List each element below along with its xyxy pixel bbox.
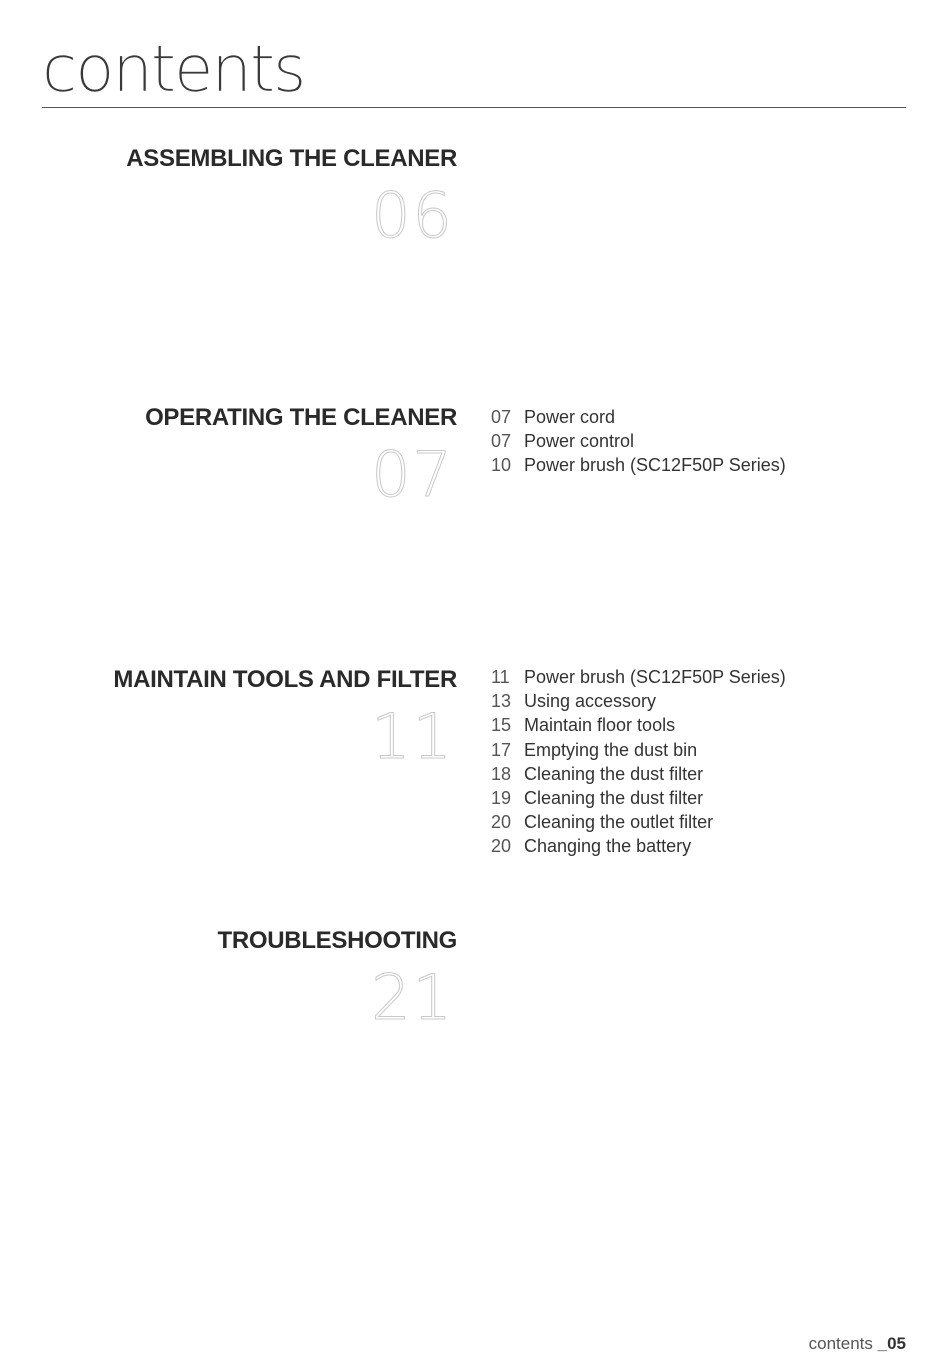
- toc-page-number: 19: [491, 787, 512, 808]
- toc-item[interactable]: [491, 454, 786, 478]
- toc-item[interactable]: [491, 430, 786, 454]
- toc-page-number: 15: [491, 715, 512, 736]
- toc-item-label: Power brush (SC12F50P Series): [524, 667, 786, 687]
- toc-page-number: 20: [491, 836, 512, 857]
- toc-item-label: Power brush (SC12F50P Series): [524, 455, 786, 476]
- toc-item[interactable]: [491, 714, 786, 738]
- toc-list: [491, 406, 786, 479]
- toc-item[interactable]: [491, 787, 786, 811]
- section-number: 21: [371, 961, 454, 1034]
- toc-page-number: 20: [491, 812, 512, 833]
- toc-page-number: 13: [491, 691, 512, 712]
- section-number: 11: [371, 700, 454, 773]
- page-footer: [809, 1334, 906, 1354]
- toc-page-number: 10: [491, 455, 512, 476]
- title-divider: [42, 107, 906, 108]
- toc-item[interactable]: [491, 666, 786, 690]
- toc-item-label: Changing the battery: [524, 836, 692, 857]
- section-heading[interactable]: MAINTAIN TOOLS AND FILTER: [113, 666, 457, 693]
- toc-page-number: 07: [491, 431, 512, 452]
- toc-item-label: Emptying the dust bin: [524, 739, 698, 760]
- section-number: 07: [371, 438, 454, 511]
- toc-item[interactable]: [491, 690, 786, 714]
- footer-page-number: _05: [877, 1334, 906, 1353]
- toc-page-number: 11: [491, 667, 510, 687]
- toc-item-label: Cleaning the dust filter: [524, 787, 704, 808]
- footer-label: contents: [808, 1334, 873, 1353]
- section-heading[interactable]: TROUBLESHOOTING: [217, 927, 457, 954]
- toc-item[interactable]: [491, 406, 786, 430]
- toc-item[interactable]: [491, 835, 786, 859]
- toc-list: [491, 666, 786, 860]
- toc-item-label: Maintain floor tools: [524, 715, 676, 736]
- toc-item-label: Power cord: [524, 407, 616, 427]
- toc-item[interactable]: [491, 763, 786, 787]
- section-number: 06: [371, 179, 454, 252]
- toc-item[interactable]: [491, 739, 786, 763]
- toc-item-label: Cleaning the outlet filter: [524, 812, 714, 833]
- toc-page-number: 18: [491, 763, 512, 784]
- page-title: contents: [42, 33, 305, 107]
- toc-item[interactable]: [491, 811, 786, 835]
- section-heading[interactable]: OPERATING THE CLEANER: [145, 404, 457, 431]
- toc-item-label: Using accessory: [524, 691, 657, 712]
- toc-page-number: 17: [491, 739, 512, 760]
- section-heading[interactable]: ASSEMBLING THE CLEANER: [126, 145, 457, 172]
- toc-page-number: 07: [491, 407, 512, 427]
- toc-item-label: Power control: [524, 431, 635, 452]
- toc-item-label: Cleaning the dust filter: [524, 763, 704, 784]
